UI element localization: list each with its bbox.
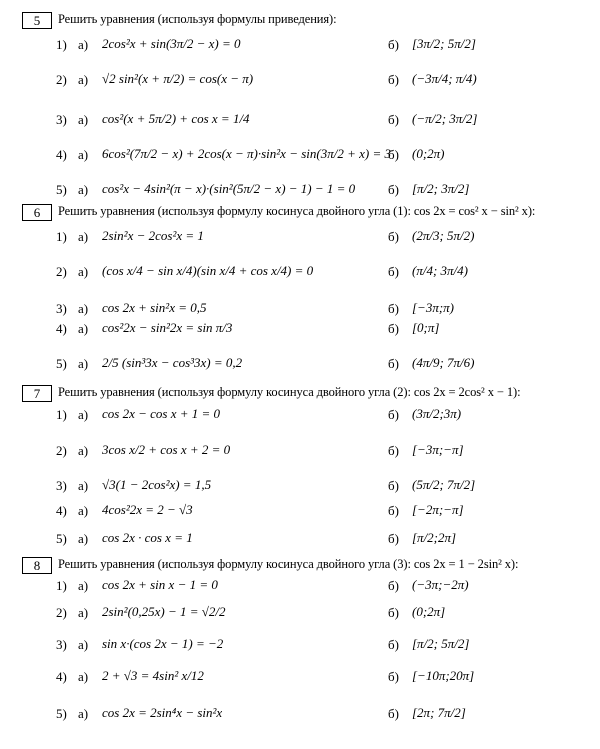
interval: (−π/2; 3π/2]	[412, 111, 478, 126]
part-b-label: б)	[388, 229, 399, 244]
equation: cos²x − 4sin²(π − x)·(sin²(5π/2 − x) − 1) − 1 = 0	[102, 181, 356, 196]
task-row	[0, 697, 600, 729]
task-number: 4)	[56, 147, 67, 162]
part-a-label: а)	[78, 637, 89, 652]
part-a-label: а)	[78, 605, 89, 620]
equation: 3cos x/2 + cos x + 2 = 0	[102, 442, 231, 457]
part-a-label: а)	[78, 531, 89, 546]
part-a-label: а)	[78, 356, 89, 371]
section-heading: Решить уравнения (используя формулу косинуса двойного угла (3): cos 2x = 1 − 2sin² x):	[58, 557, 519, 571]
equation: cos²(x + 5π/2) + cos x = 1/4	[102, 111, 250, 126]
part-a-label: а)	[78, 37, 89, 52]
part-b-label: б)	[388, 37, 399, 52]
task-number: 1)	[56, 407, 67, 422]
task-row	[0, 28, 600, 60]
part-b-label: б)	[388, 531, 399, 546]
task-number: 5)	[56, 356, 67, 371]
interval: (3π/2;3π)	[412, 406, 462, 421]
part-a-label: а)	[78, 407, 89, 422]
task-row	[0, 522, 600, 554]
part-a-label: а)	[78, 112, 89, 127]
part-a-label: а)	[78, 147, 89, 162]
part-b-label: б)	[388, 407, 399, 422]
task-number: 5)	[56, 182, 67, 197]
part-a-label: а)	[78, 578, 89, 593]
interval: [−3π;−π]	[412, 442, 464, 457]
equation: cos 2x − cos x + 1 = 0	[102, 406, 221, 421]
part-a-label: а)	[78, 301, 89, 316]
part-b-label: б)	[388, 147, 399, 162]
task-number: 5)	[56, 531, 67, 546]
part-b-label: б)	[388, 72, 399, 87]
part-b-label: б)	[388, 356, 399, 371]
task-number: 1)	[56, 229, 67, 244]
interval: (−3π;−2π)	[412, 577, 469, 592]
part-a-label: а)	[78, 321, 89, 336]
section-header	[22, 10, 600, 30]
part-b-label: б)	[388, 443, 399, 458]
equation: 2cos²x + sin(3π/2 − x) = 0	[102, 36, 241, 51]
interval: (5π/2; 7π/2]	[412, 477, 476, 492]
task-row	[0, 596, 600, 628]
part-b-label: б)	[388, 669, 399, 684]
task-row	[0, 660, 600, 692]
task-number: 4)	[56, 503, 67, 518]
equation: cos 2x + sin²x = 0,5	[102, 300, 207, 315]
part-b-label: б)	[388, 637, 399, 652]
part-b-label: б)	[388, 321, 399, 336]
task-number: 5)	[56, 706, 67, 721]
section-number: 5	[22, 12, 52, 29]
task-row	[0, 434, 600, 466]
part-a-label: а)	[78, 443, 89, 458]
equation: sin x·(cos 2x − 1) = −2	[102, 636, 224, 651]
part-b-label: б)	[388, 182, 399, 197]
part-a-label: а)	[78, 72, 89, 87]
task-number: 3)	[56, 637, 67, 652]
part-a-label: а)	[78, 669, 89, 684]
section-heading: Решить уравнения (используя формулу косинуса двойного угла (1): cos 2x = cos² x − sin² x):	[58, 204, 536, 218]
interval: (2π/3; 5π/2)	[412, 228, 475, 243]
part-b-label: б)	[388, 112, 399, 127]
task-row	[0, 63, 600, 95]
task-number: 3)	[56, 301, 67, 316]
part-b-label: б)	[388, 503, 399, 518]
equation: 4cos²2x = 2 − √3	[102, 502, 193, 517]
equation: cos²2x − sin²2x = sin π/3	[102, 320, 233, 335]
interval: [3π/2; 5π/2]	[412, 36, 476, 51]
task-number: 4)	[56, 669, 67, 684]
part-b-label: б)	[388, 605, 399, 620]
interval: (π/4; 3π/4)	[412, 263, 468, 278]
task-number: 3)	[56, 112, 67, 127]
equation: 2sin²(0,25x) − 1 = √2/2	[102, 604, 226, 619]
interval: [0;π]	[412, 320, 440, 335]
task-number: 3)	[56, 478, 67, 493]
section-number: 7	[22, 385, 52, 402]
part-a-label: а)	[78, 706, 89, 721]
task-row	[0, 173, 600, 205]
part-b-label: б)	[388, 706, 399, 721]
equation: cos 2x + sin x − 1 = 0	[102, 577, 218, 592]
interval: [−10π;20π]	[412, 668, 475, 683]
interval: [−2π;−π]	[412, 502, 464, 517]
section-number: 6	[22, 204, 52, 221]
task-number: 2)	[56, 443, 67, 458]
part-b-label: б)	[388, 264, 399, 279]
equation: √3(1 − 2cos²x) = 1,5	[102, 477, 212, 492]
interval: [−3π;π)	[412, 300, 455, 315]
equation: (cos x/4 − sin x/4)(sin x/4 + cos x/4) = 0	[102, 263, 314, 278]
equation: 2sin²x − 2cos²x = 1	[102, 228, 204, 243]
task-row	[0, 398, 600, 430]
task-row	[0, 312, 600, 344]
task-row	[0, 220, 600, 252]
section-header	[22, 202, 600, 222]
part-b-label: б)	[388, 301, 399, 316]
equation: √2 sin²(x + π/2) = cos(x − π)	[102, 71, 254, 86]
task-number: 2)	[56, 72, 67, 87]
task-number: 1)	[56, 37, 67, 52]
section-number: 8	[22, 557, 52, 574]
interval: (4π/9; 7π/6)	[412, 355, 475, 370]
equation: cos 2x = 2sin⁴x − sin²x	[102, 705, 223, 720]
task-number: 4)	[56, 321, 67, 336]
part-a-label: а)	[78, 503, 89, 518]
part-b-label: б)	[388, 478, 399, 493]
task-row	[0, 138, 600, 170]
part-a-label: а)	[78, 264, 89, 279]
interval: (0;2π]	[412, 604, 446, 619]
interval: [π/2; 5π/2]	[412, 636, 470, 651]
section-heading: Решить уравнения (используя формулы приведения):	[58, 12, 337, 26]
task-number: 2)	[56, 264, 67, 279]
interval: [π/2; 3π/2]	[412, 181, 470, 196]
equation: cos 2x · cos x = 1	[102, 530, 193, 545]
task-row	[0, 347, 600, 379]
interval: [2π; 7π/2]	[412, 705, 466, 720]
part-a-label: а)	[78, 478, 89, 493]
task-row	[0, 103, 600, 135]
interval: (−3π/4; π/4)	[412, 71, 477, 86]
task-row	[0, 628, 600, 660]
task-number: 1)	[56, 578, 67, 593]
part-a-label: а)	[78, 182, 89, 197]
equation: 2 + √3 = 4sin² x/12	[102, 668, 204, 683]
task-row	[0, 255, 600, 287]
equation: 6cos²(7π/2 − x) + 2cos(x − π)·sin²x − sin(3π/2 + x) = 3	[102, 146, 391, 161]
interval: (0;2π)	[412, 146, 445, 161]
interval: [π/2;2π]	[412, 530, 457, 545]
task-number: 2)	[56, 605, 67, 620]
part-a-label: а)	[78, 229, 89, 244]
section-heading: Решить уравнения (используя формулу косинуса двойного угла (2): cos 2x = 2cos² x − 1):	[58, 385, 521, 399]
equation: 2/5 (sin³3x − cos³3x) = 0,2	[102, 355, 243, 370]
part-b-label: б)	[388, 578, 399, 593]
